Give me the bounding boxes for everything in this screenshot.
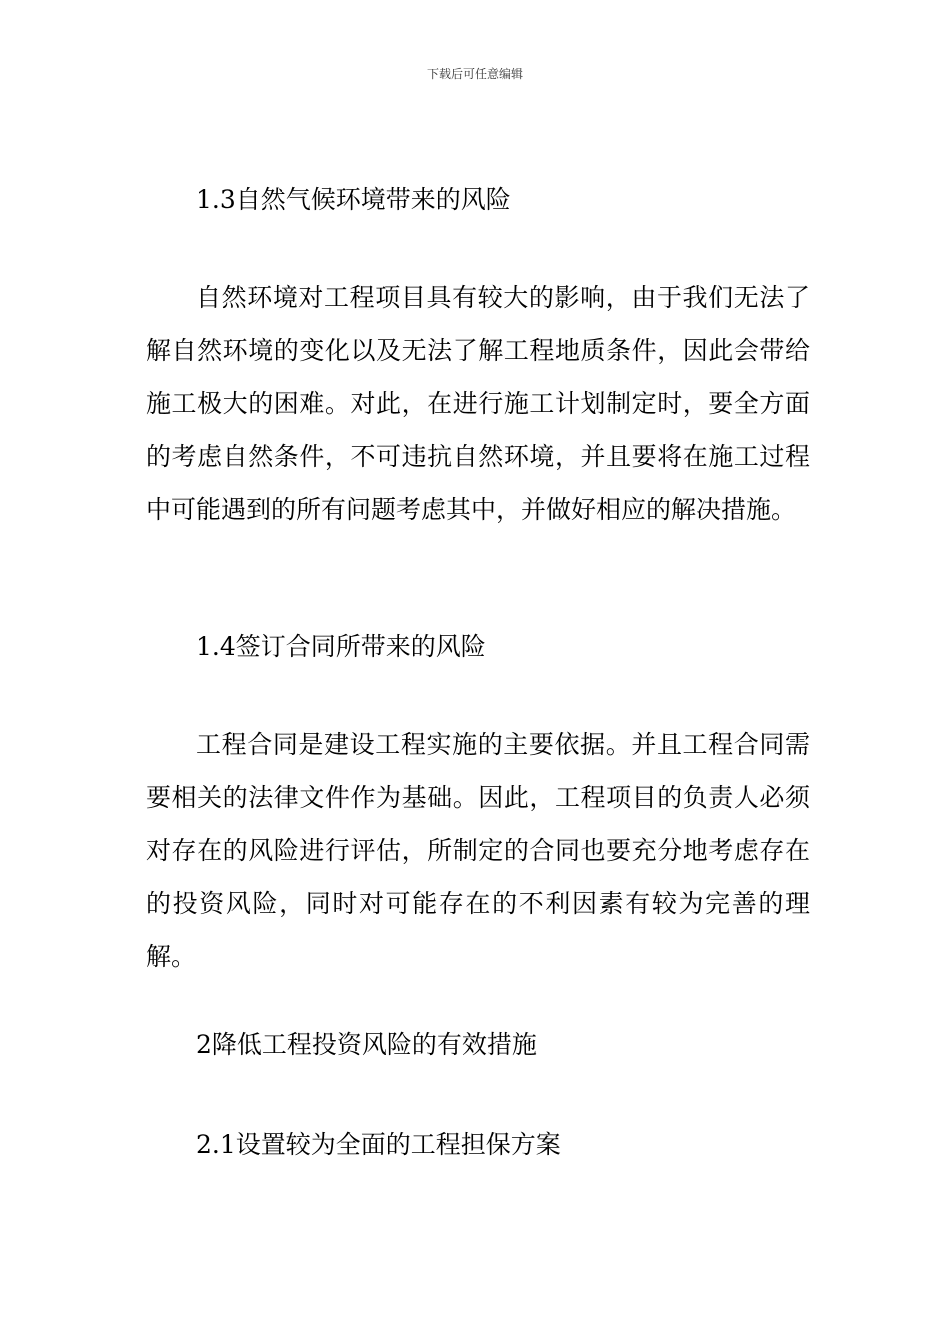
section-heading-2: 2降低工程投资风险的有效措施 — [196, 1030, 537, 1059]
page-header: 下载后可任意编辑 — [426, 67, 523, 81]
section-paragraph-1-4: 工程合同是建设工程实施的主要依据。并且工程合同需要相关的法律文件作为基础。因此，工程项目的负责人必须对存在的风险进行评估，所制定的合同也要充分地考虑存在的投资风险，同时对可能存在的不利因素有较为完善的理解。 — [146, 730, 810, 971]
section-heading-1-4: 1.4签订合同所带来的风险 — [196, 632, 486, 661]
section-heading-2-1: 2.1设置较为全面的工程担保方案 — [196, 1130, 561, 1159]
section-paragraph-1-3: 自然环境对工程项目具有较大的影响，由于我们无法了解自然环境的变化以及无法了解工程地质条件，因此会带给施工极大的困难。对此，在进行施工计划制定时，要全方面的考虑自然条件，不可违抗自然环境，并且要将在施工过程中可能遇到的所有问题考虑其中，并做好相应的解决措施。 — [146, 283, 810, 524]
section-heading-1-3: 1.3自然气候环境带来的风险 — [196, 185, 511, 214]
